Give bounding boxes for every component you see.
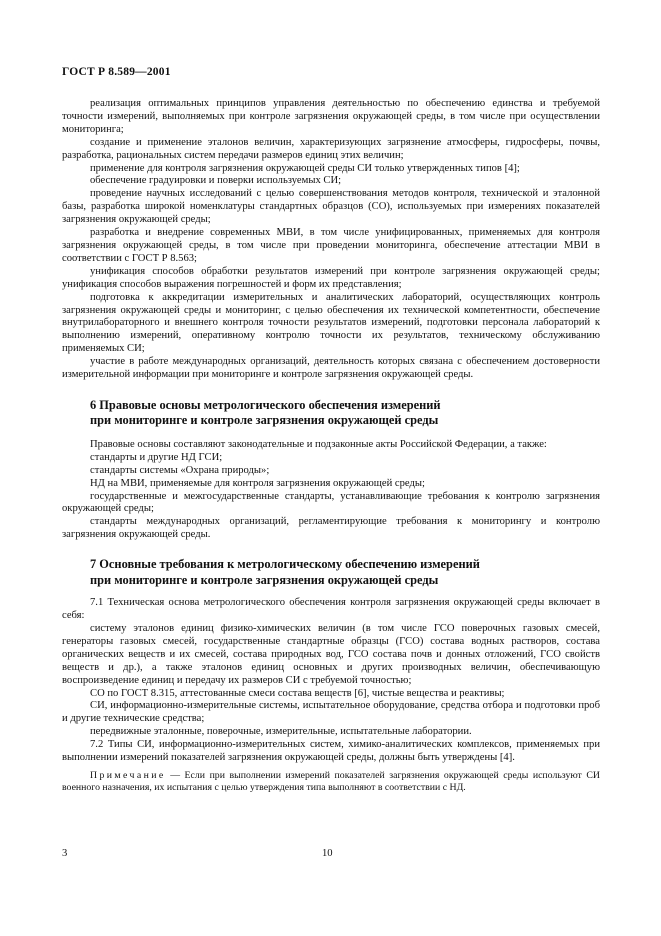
body-paragraph: применение для контроля загрязнения окружающей среды СИ только утвержденных типов [4]; <box>90 162 520 174</box>
body-paragraph: участие в работе международных организаций, деятельность которых связана с обеспечением достоверности измерительной информации при мониторинге и контроле загрязнения окружающей среды. <box>62 356 600 381</box>
footer-edition-number: 3 <box>62 848 68 859</box>
section-6-paragraph: НД на МВИ, применяемые для контроля загрязнения окружающей среды; <box>90 477 425 489</box>
section-7-paragraph: 7.2 Типы СИ, информационно-измерительных систем, химико-аналитических комплексов, применяемых при выполнении измерений показателей загрязнения окружающей среды, должны быть утверждены [4]. <box>62 739 600 764</box>
section-7-paragraph: передвижные эталонные, поверочные, измерительные, испытательные лаборатории. <box>90 726 472 738</box>
section-7-title-line2: при мониторинге и контроле загрязнения окружающей среды <box>90 572 439 587</box>
section-6-paragraph: Правовые основы составляют законодательные и подзаконные акты Российской Федерации, а также: <box>90 438 547 450</box>
section-7-paragraph: 7.1 Техническая основа метрологического обеспечения контроля загрязнения окружающей среды включает в себя: <box>62 597 600 622</box>
body-paragraph: обеспечение градуировки и поверки используемых СИ; <box>90 175 342 187</box>
note-label: Примечание <box>90 769 166 781</box>
section-6-paragraph: государственные и межгосударственные стандарты, устанавливающие требования к контролю загрязнения окружающей среды; <box>62 490 600 515</box>
note-text: — Если при выполнении измерений показателей загрязнения окружающей среды используют СИ военного назначения, их испытания с целью утверждения типа выполняют в соответствии с НД. <box>62 769 600 793</box>
body-paragraph: реализация оптимальных принципов управления деятельностью по обеспечению единства и требуемой точности измерений, выполняемых при контроле загрязнения окружающей среды, в том числе при осуществлении мониторинга; <box>62 98 600 135</box>
note <box>62 770 600 794</box>
section-7-paragraph: СО по ГОСТ 8.315, аттестованные смеси состава веществ [6], чистые вещества и реактивы; <box>90 687 505 699</box>
section-7-paragraph: СИ, информационно-измерительные системы, испытательное оборудование, средства отбора и подготовки проб и другие технические средства; <box>62 700 600 725</box>
body-paragraph: разработка и внедрение современных МВИ, в том числе унифицированных, применяемых для контроля загрязнения окружающей среды, в том числе при проведении мониторинга, обеспечение аттестации МВИ в соответствии с ГОСТ Р 8.563; <box>62 227 600 264</box>
body-paragraph: создание и применение эталонов величин, характеризующих загрязнение атмосферы, гидросферы, почвы, разработка, рациональных систем передачи размеров единиц этих величин; <box>62 136 600 161</box>
body-paragraph: проведение научных исследований с целью совершенствования методов контроля, технической и эталонной базы, разработка широкой номенклатуры стандартных образцов (СО), используемых при измерениях показателей загрязнения окружающей среды; <box>62 188 600 226</box>
section-6-heading <box>62 398 600 429</box>
section-6-title-line2: при мониторинге и контроле загрязнения окружающей среды <box>90 413 439 428</box>
section-7-heading <box>62 557 600 588</box>
section-6-paragraph: стандарты системы «Охрана природы»; <box>90 464 270 476</box>
page-number: 10 <box>322 848 333 859</box>
body-paragraph: подготовка к аккредитации измерительных и аналитических лабораторий, осуществляющих контроль загрязнения окружающей среды и мониторинг, с целью обеспечения их технической компетентности, обеспечение внутрилабораторного и внешнего контроля точности результатов измерений, подготовки персонала лабораторий к выполнению измерений, оперативному контролю точности их результатов, техническому обслуживанию применяемых СИ; <box>62 291 600 355</box>
page-content <box>62 98 600 794</box>
section-6-paragraph: стандарты и другие НД ГСИ; <box>90 451 223 463</box>
section-6-title-line1: 6 Правовые основы метрологического обеспечения измерений <box>90 397 441 412</box>
standard-designation: ГОСТ Р 8.589—2001 <box>62 66 171 78</box>
section-7-paragraph: систему эталонов единиц физико-химических величин (в том числе ГСО поверочных газовых смесей, генераторы газовых смесей, государственные стандартные образцы (ГСО) состава водных растворов, состава органических веществ и их смесей, состава природных вод, ГСО состава почв и донных отложений, ГСО свойств веществ и др.), а также эталонов единиц основных и других производных величин, обеспечивающую воспроизведение единиц и передачу их размеров СИ с требуемой точностью; <box>62 623 600 686</box>
body-paragraph: унификация способов обработки результатов измерений при контроле загрязнения окружающей среды; унификация способов выражения погрешностей и форм их представления; <box>62 265 600 290</box>
section-6-paragraph: стандарты международных организаций, регламентирующие требования к мониторингу и контролю загрязнения окружающей среды. <box>62 516 600 541</box>
section-7-title-line1: 7 Основные требования к метрологическому обеспечению измерений <box>90 557 480 572</box>
